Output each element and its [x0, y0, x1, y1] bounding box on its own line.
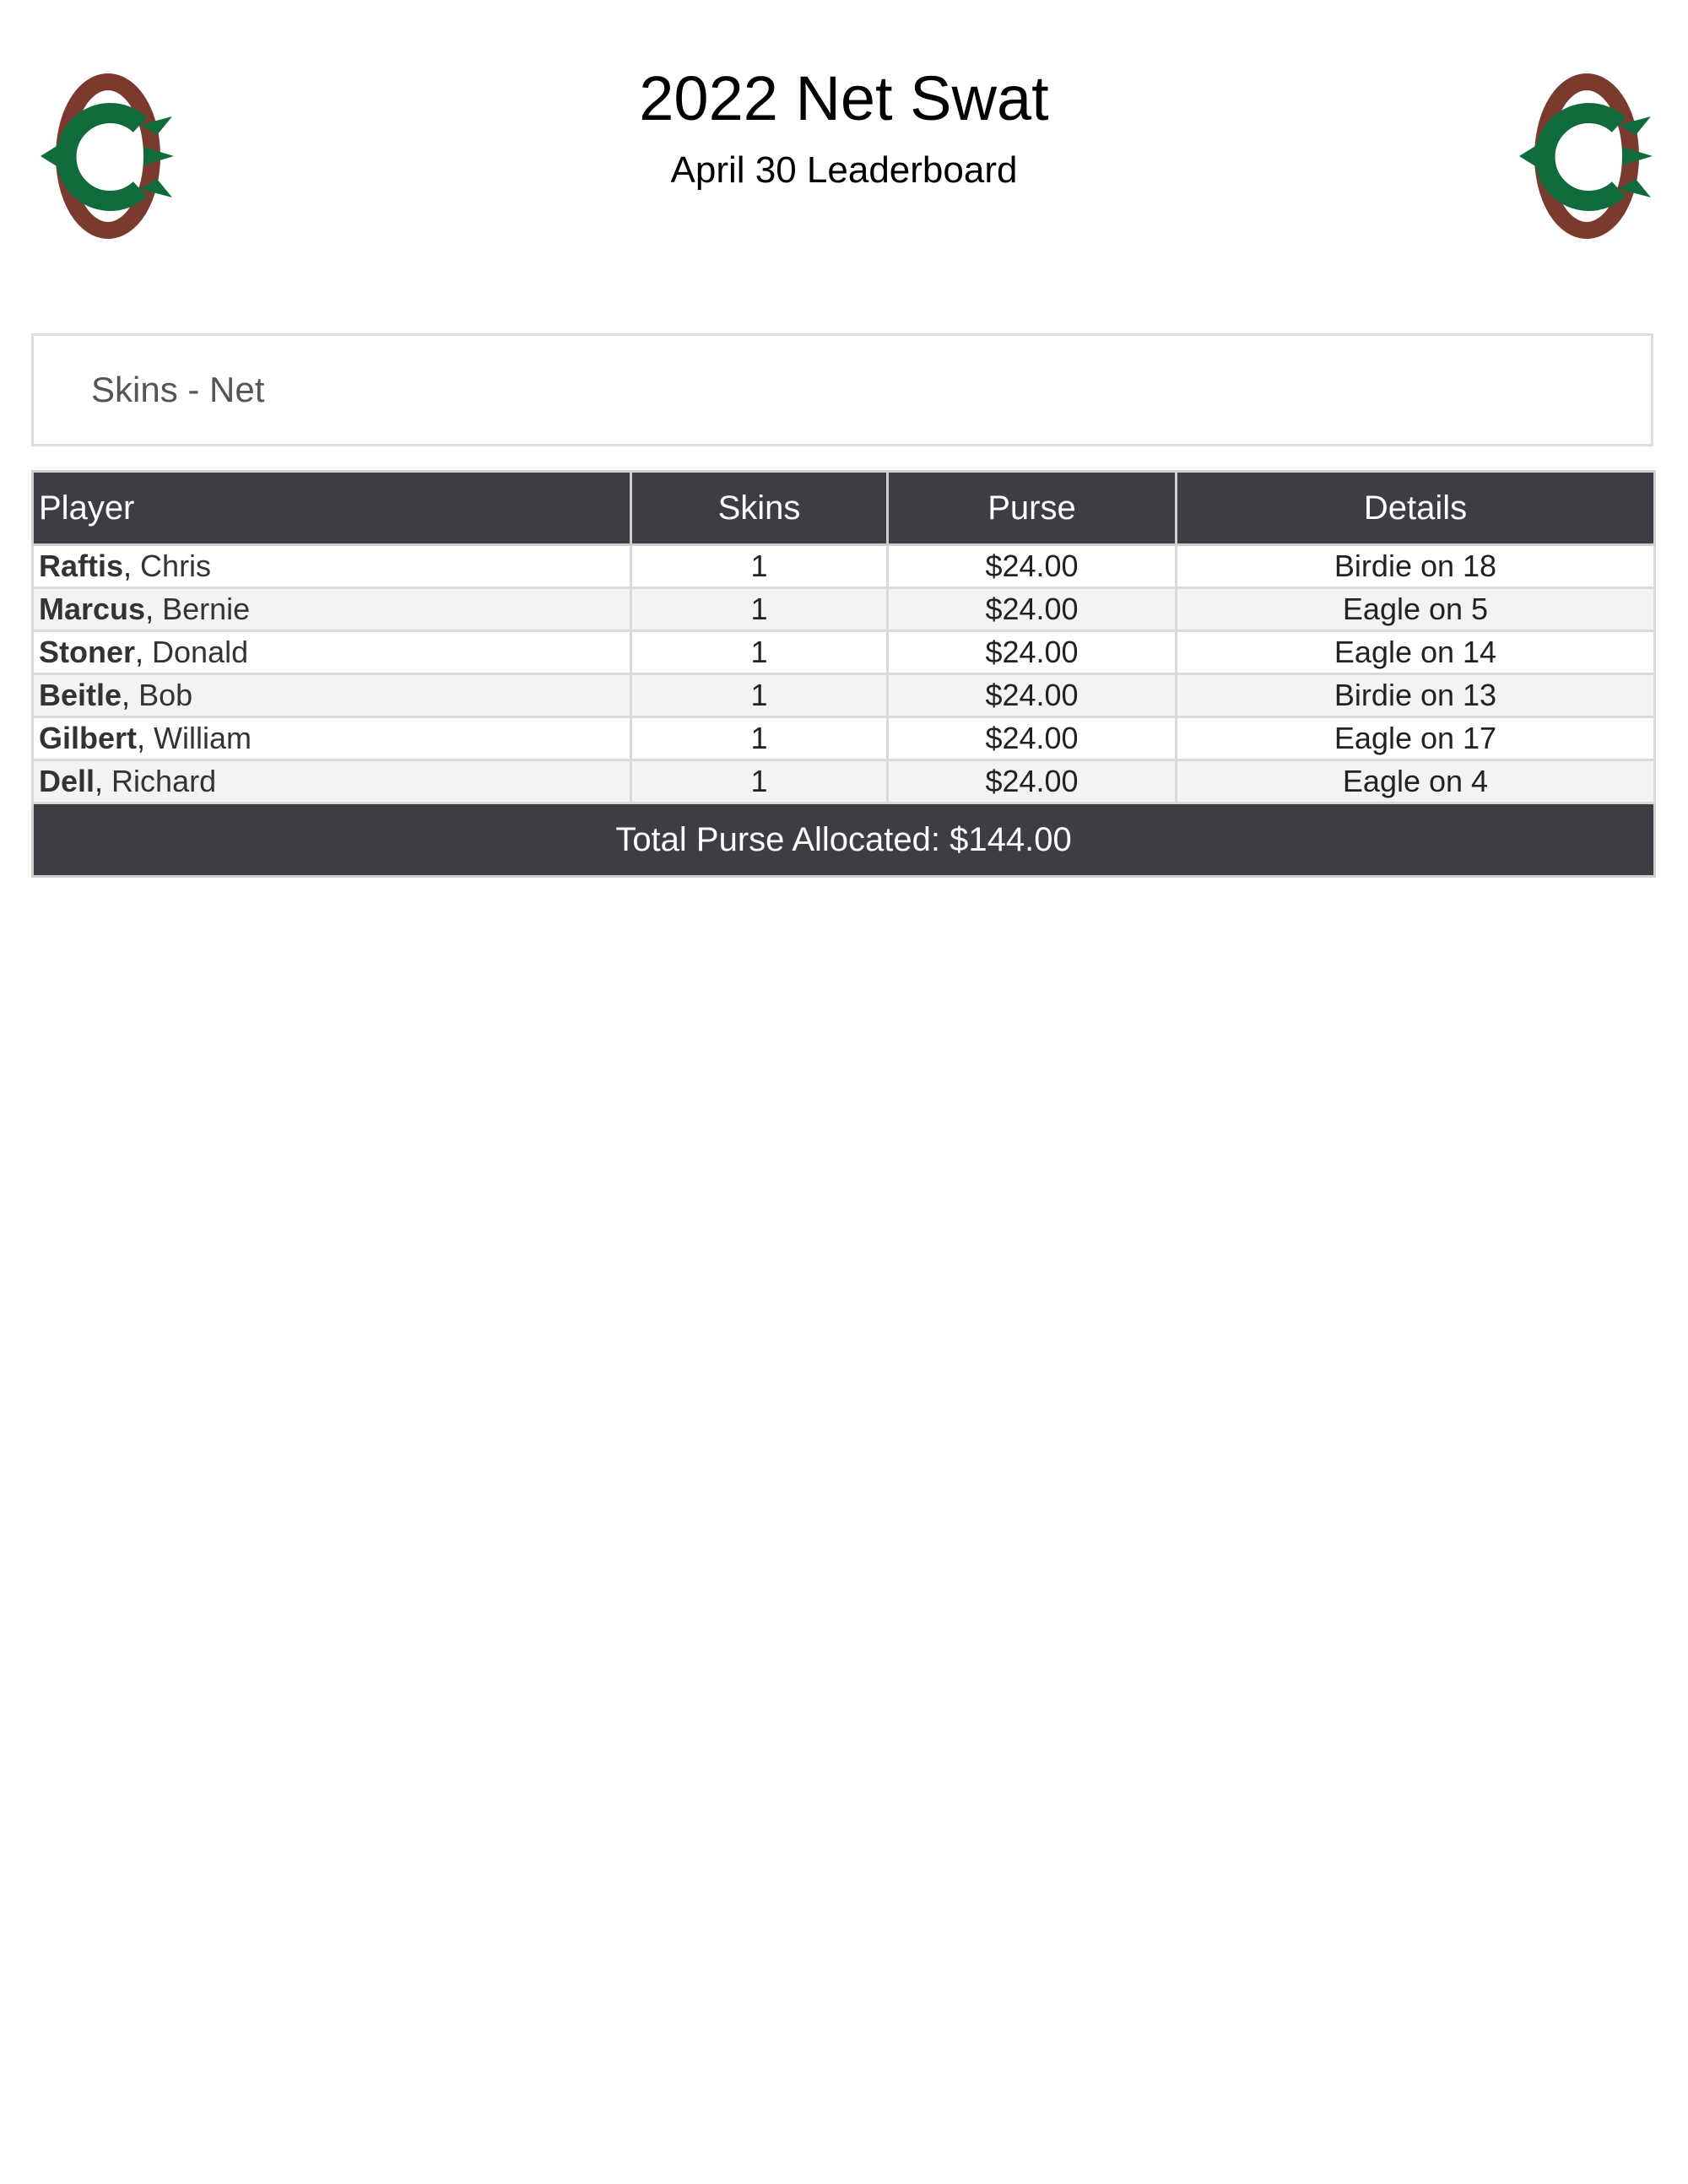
skins-cell: 1: [631, 588, 888, 631]
purse-cell: $24.00: [888, 588, 1177, 631]
total-purse-label: Total Purse Allocated: $144.00: [33, 803, 1655, 877]
player-last-name: Beitle: [39, 678, 122, 712]
details-cell: Eagle on 14: [1177, 631, 1655, 674]
table-row: [33, 760, 1655, 803]
purse-cell: $24.00: [888, 717, 1177, 760]
column-header-player: Player: [33, 472, 631, 545]
skins-cell: 1: [631, 760, 888, 803]
leaderboard-table: [31, 470, 1656, 878]
skins-cell: 1: [631, 717, 888, 760]
skins-cell: 1: [631, 545, 888, 588]
player-last-name: Raftis: [39, 549, 124, 583]
table-row: [33, 631, 1655, 674]
section-header: [31, 333, 1653, 446]
column-header-skins: Skins: [631, 472, 888, 545]
column-header-purse: Purse: [888, 472, 1177, 545]
section-title: Skins - Net: [91, 370, 265, 409]
purse-cell: $24.00: [888, 545, 1177, 588]
table-row: [33, 674, 1655, 717]
page-title: 2022 Net Swat: [639, 63, 1049, 133]
player-first-name: Chris: [140, 549, 212, 583]
player-name-cell: Dell, Richard: [33, 760, 631, 803]
player-last-name: Gilbert: [39, 721, 138, 755]
details-cell: Eagle on 5: [1177, 588, 1655, 631]
details-cell: Birdie on 13: [1177, 674, 1655, 717]
column-header-details: Details: [1177, 472, 1655, 545]
player-name-cell: Raftis, Chris: [33, 545, 631, 588]
details-cell: Eagle on 4: [1177, 760, 1655, 803]
player-last-name: Marcus: [39, 592, 146, 626]
purse-cell: $24.00: [888, 631, 1177, 674]
player-name-cell: Gilbert, William: [33, 717, 631, 760]
player-last-name: Stoner: [39, 635, 136, 669]
purse-cell: $24.00: [888, 674, 1177, 717]
table-row: [33, 588, 1655, 631]
player-first-name: Bernie: [162, 592, 251, 626]
player-first-name: William: [154, 721, 252, 755]
table-header-row: [33, 472, 1655, 545]
skins-cell: 1: [631, 674, 888, 717]
purse-cell: $24.00: [888, 760, 1177, 803]
page-subtitle: April 30 Leaderboard: [670, 149, 1018, 191]
player-first-name: Donald: [152, 635, 249, 669]
player-first-name: Richard: [111, 764, 217, 798]
table-row: [33, 545, 1655, 588]
player-first-name: Bob: [138, 678, 193, 712]
player-last-name: Dell: [39, 764, 95, 798]
player-name-cell: Beitle, Bob: [33, 674, 631, 717]
skins-cell: 1: [631, 631, 888, 674]
player-name-cell: Stoner, Donald: [33, 631, 631, 674]
details-cell: Eagle on 17: [1177, 717, 1655, 760]
table-row: [33, 717, 1655, 760]
details-cell: Birdie on 18: [1177, 545, 1655, 588]
table-footer-row: [33, 803, 1655, 877]
player-name-cell: Marcus, Bernie: [33, 588, 631, 631]
